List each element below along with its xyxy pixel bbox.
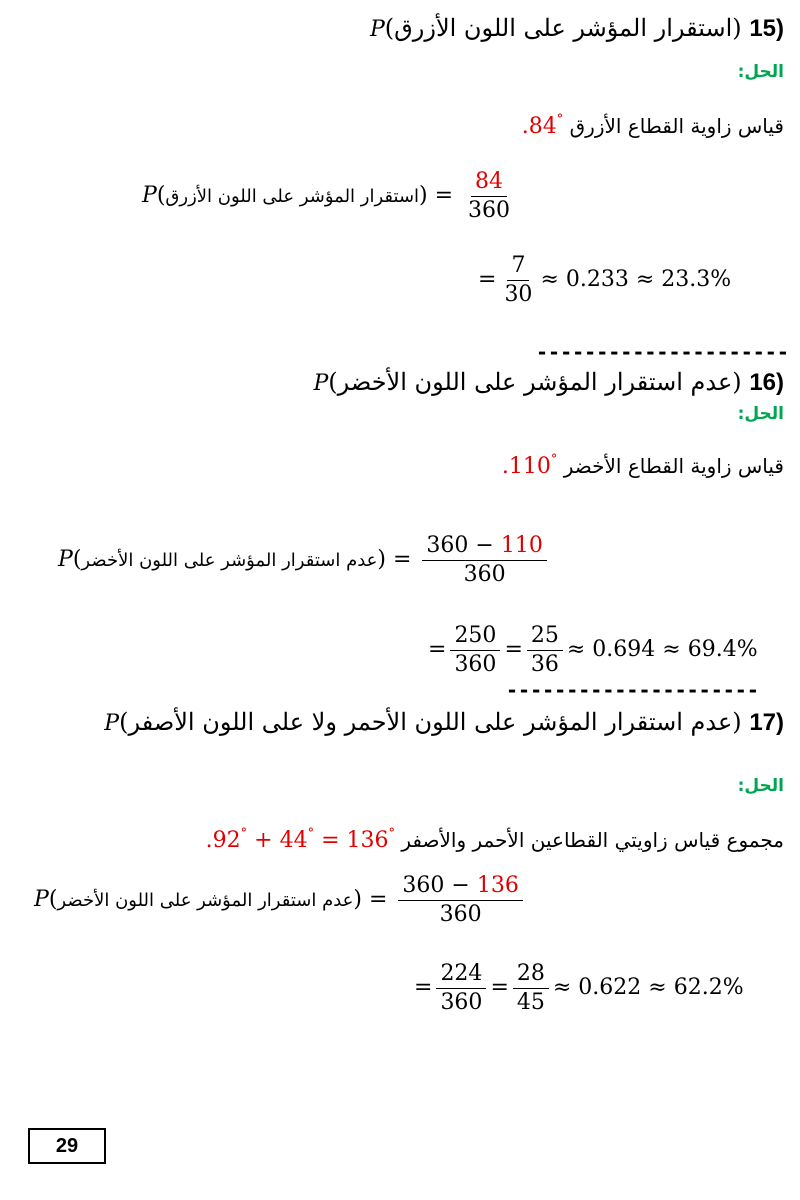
- separator-1: ---------------------: [536, 340, 789, 364]
- q17-heading: P(عدم استقرار المؤشر على اللون الأحمر ولا على اللون الأصفر) 17): [104, 708, 784, 736]
- q15-number: 15): [749, 15, 784, 42]
- q17-fraction-2b: $\frac{28}{45}$: [513, 960, 549, 1016]
- q15-angle-value: 84: [528, 114, 557, 139]
- separator-2: ---------------------: [506, 678, 759, 702]
- q17-angle-a: 92: [212, 828, 241, 853]
- q16-fraction-1: $\frac{360 - 110}{360}$: [422, 532, 546, 588]
- q17-fraction-1: $\frac{360 - 136}{360}$: [398, 872, 522, 928]
- q15-event: استقرار المؤشر على اللون الأزرق: [394, 14, 733, 42]
- q17-angle-b: 44: [279, 828, 308, 853]
- q17-fraction-2a: $\frac{224}{360}$: [436, 960, 486, 1016]
- q15-equation-1: P(استقرار المؤشر على اللون الأزرق) = $\frac{84}{360}$: [142, 168, 518, 224]
- q17-angle-line: .92° + 44° = 136° مجموع قياس زاويتي القطاعين الأحمر والأصفر: [205, 826, 784, 853]
- q15-equation-2: = $\frac{7}{30}$ ≈ 0.233 ≈ 23.3%: [478, 253, 732, 307]
- q16-number: 16): [749, 369, 784, 396]
- q16-solution-label: الحل:: [737, 404, 784, 424]
- q15-p-symbol: P: [369, 17, 385, 42]
- q16-eq1-event: عدم استقرار المؤشر على اللون الأخضر: [81, 550, 378, 571]
- q16-heading: P(عدم استقرار المؤشر على اللون الأخضر) 16): [313, 368, 784, 396]
- q16-fraction-2b: $\frac{25}{36}$: [527, 622, 563, 678]
- q17-solution-label: الحل:: [737, 776, 784, 796]
- q17-event: عدم استقرار المؤشر على اللون الأحمر ولا على اللون الأصفر: [128, 708, 733, 736]
- q16-angle-line: .110° قياس زاوية القطاع الأخضر: [501, 452, 784, 479]
- q15-angle-text: قياس زاوية القطاع الأزرق: [569, 114, 784, 138]
- q15-solution-label: الحل:: [737, 62, 784, 82]
- q15-result: ≈ 0.233 ≈ 23.3%: [540, 267, 732, 292]
- q17-result: ≈ 0.622 ≈ 62.2%: [552, 975, 744, 1000]
- q16-fraction-2a: $\frac{250}{360}$: [450, 622, 500, 678]
- page-number: 29: [28, 1128, 106, 1164]
- q16-angle-value: 110: [508, 454, 551, 479]
- q17-angle-text: مجموع قياس زاويتي القطاعين الأحمر والأصفر: [401, 828, 784, 852]
- q16-event: عدم استقرار المؤشر على اللون الأخضر: [337, 368, 733, 396]
- q17-equation-1: P(عدم استقرار المؤشر على اللون الأخضر) = $\frac{360 - 136}{360}$: [34, 872, 527, 928]
- q17-number: 17): [749, 709, 784, 736]
- q15-angle-line: .84° قياس زاوية القطاع الأزرق: [521, 112, 784, 139]
- q15-eq1-event: استقرار المؤشر على اللون الأزرق: [165, 186, 420, 207]
- q17-angle-sum: 136: [346, 828, 389, 853]
- q15-heading: P(استقرار المؤشر على اللون الأزرق) 15): [369, 14, 784, 42]
- q15-fraction-1: $\frac{84}{360}$: [468, 169, 511, 223]
- q16-equation-2: = $\frac{250}{360}$ = $\frac{25}{36}$ ≈ 0.694 ≈ 69.4%: [428, 623, 758, 677]
- q16-angle-text: قياس زاوية القطاع الأخضر: [563, 454, 784, 478]
- q17-eq1-event: عدم استقرار المؤشر على اللون الأخضر: [57, 890, 354, 911]
- q16-result: ≈ 0.694 ≈ 69.4%: [566, 637, 758, 662]
- q16-equation-1: P(عدم استقرار المؤشر على اللون الأخضر) = $\frac{360 - 110}{360}$: [58, 532, 551, 588]
- q15-fraction-2: $\frac{7}{30}$: [504, 253, 533, 307]
- q17-equation-2: = $\frac{224}{360}$ = $\frac{28}{45}$ ≈ 0.622 ≈ 62.2%: [414, 961, 744, 1015]
